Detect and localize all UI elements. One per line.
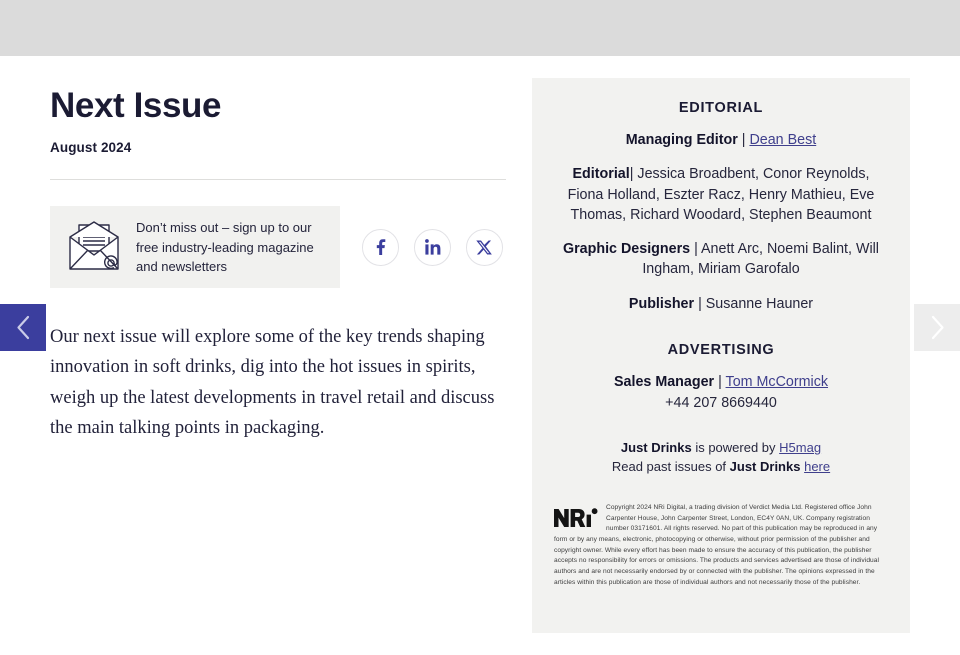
editorial-line — [554, 164, 888, 225]
chevron-right-icon — [929, 314, 946, 341]
x-twitter-icon-button[interactable] — [466, 229, 503, 266]
issue-date: August 2024 — [50, 140, 132, 156]
editorial-names: Jessica Broadbent, Conor Reynolds, Fiona Holland, Eszter Racz, Henry Mathieu, Eve Thomas, Richard Woodard, Stephen Beaumont — [567, 166, 875, 223]
designers-line — [554, 239, 888, 280]
editorial-heading: EDITORIAL — [678, 100, 764, 116]
sales-manager-link[interactable]: Tom McCormick — [725, 374, 829, 391]
facebook-icon — [372, 238, 390, 256]
publisher-line — [554, 294, 888, 314]
newsletter-promo-text: Don’t miss out – sign up to our free industry-leading magazine and newsletters — [136, 220, 314, 274]
nri-logo — [554, 505, 598, 531]
divider — [50, 179, 506, 180]
advertising-heading: ADVERTISING — [667, 342, 775, 359]
linkedin-icon-button[interactable] — [414, 229, 451, 266]
top-bar — [0, 0, 960, 56]
separator: | — [741, 132, 746, 148]
chevron-left-icon — [15, 314, 32, 341]
social-links — [362, 229, 503, 266]
powered-by-block — [554, 439, 888, 477]
editorial-label: Editorial — [572, 166, 630, 183]
x-twitter-icon — [476, 239, 493, 256]
sales-manager-line — [554, 372, 888, 392]
newsletter-signup-box[interactable] — [50, 206, 340, 288]
newsletter-promo-row — [50, 206, 506, 288]
copyright-text: Copyright 2024 NRi Digital, a trading division of Verdict Media Ltd. Registered office John Carpenter House, John Carpenter Street, London, EC4Y 0AN, UK. Company registration number 03171601. All rights reserved. No part of this publication may be reproduced in any form or by any means, electronic, photocopying or otherwise, without prior permission of the publisher and copyright owner. While every effort has been made to ensure the accuracy of this publication, the publisher accepts no responsibility for errors or omissions. The products and services advertised are those of individual authors and are not necessarily endorsed by or connected with the publisher. The opinions expressed in the articles within this publication are those of individual authors and not necessarily those of the publisher. — [554, 504, 880, 586]
separator: | — [629, 166, 634, 183]
powered-by-line — [554, 439, 888, 458]
article-body: Our next issue will explore some of the key trends shaping innovation in soft drinks, dig into the hot issues in spirits, weigh up the latest developments in travel retail and discuss the main talking points in packaging. — [50, 327, 495, 438]
powered-middle: is powered by — [691, 440, 780, 456]
carousel-next-button[interactable] — [914, 304, 960, 351]
past-issues-prefix: Read past issues of — [611, 459, 730, 475]
publisher-label: Publisher — [628, 295, 695, 312]
separator: | — [698, 295, 702, 312]
separator: | — [718, 374, 722, 391]
h5mag-link[interactable]: H5mag — [779, 440, 822, 456]
managing-editor-line — [554, 130, 888, 150]
designers-label: Graphic Designers — [562, 241, 691, 258]
separator: | — [694, 241, 698, 258]
sales-phone: +44 207 8669440 — [665, 395, 777, 412]
copyright-block — [554, 503, 888, 588]
article-column — [50, 86, 506, 443]
past-issues-link[interactable]: here — [804, 459, 831, 475]
publisher-name: Susanne Hauner — [705, 295, 814, 312]
managing-editor-label: Managing Editor — [625, 132, 738, 148]
linkedin-icon — [424, 238, 442, 256]
page-title: Next Issue — [50, 86, 222, 125]
past-issues-line — [554, 458, 888, 477]
designers-names: Anett Arc, Noemi Balint, Will Ingham, Miriam Garofalo — [642, 241, 879, 278]
carousel-prev-button[interactable] — [0, 304, 46, 351]
facebook-icon-button[interactable] — [362, 229, 399, 266]
past-issues-brand: Just Drinks — [729, 459, 801, 475]
masthead-panel — [532, 78, 910, 633]
powered-brand: Just Drinks — [620, 440, 692, 456]
envelope-at-icon — [66, 219, 126, 275]
sales-manager-label: Sales Manager — [613, 374, 715, 391]
managing-editor-link[interactable]: Dean Best — [749, 132, 817, 148]
